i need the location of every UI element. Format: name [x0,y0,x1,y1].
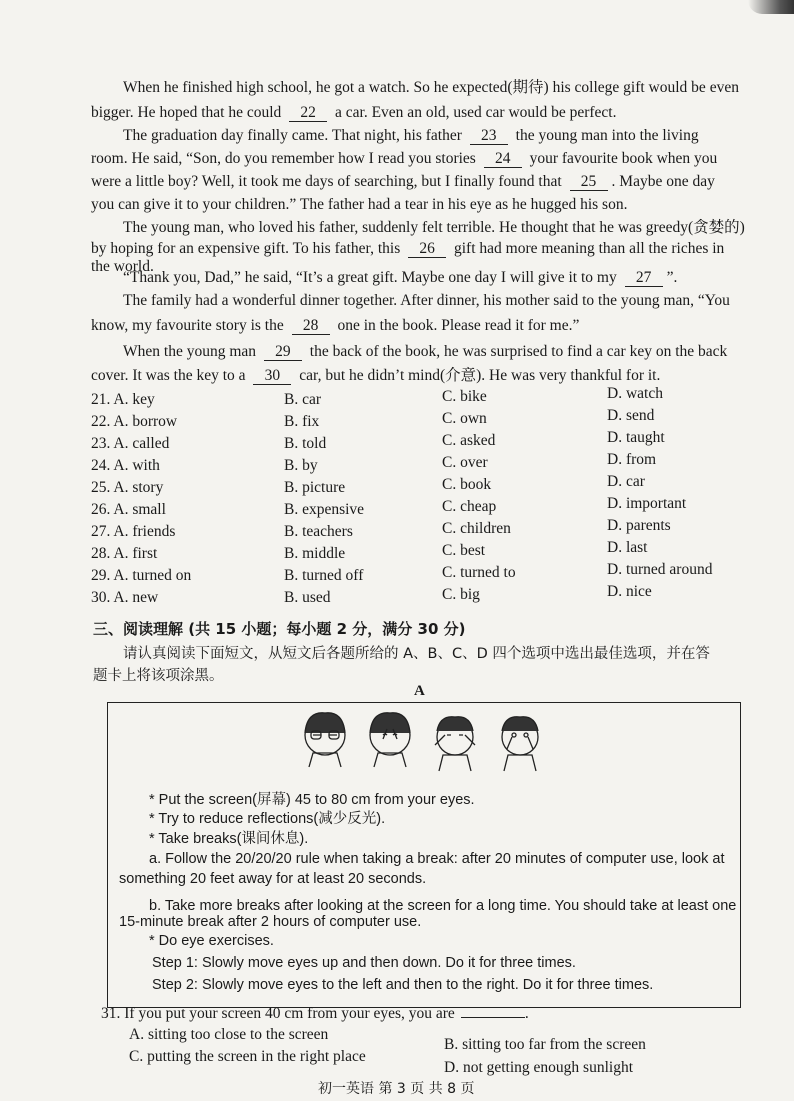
option-29-d[interactable]: D. turned around [607,561,713,578]
question-31-end: . [524,1005,529,1022]
option-21-b[interactable]: B. car [284,391,322,408]
passage-text: When he finished high school, he got a watch. So he expected(期待) his college gift would be even [123,79,739,96]
tip-rule-b-2: 15-minute break after 2 hours of computer use. [119,914,422,930]
tip-rule-a-2: something 20 feet away for at least 20 seconds. [119,871,427,887]
passage-text: one in the book. Please read it for me.” [333,317,580,334]
option-29-b[interactable]: B. turned off [284,567,364,584]
passage-text: The graduation day finally came. That night, his father [123,127,466,144]
passage-line [123,291,730,311]
option-22-c[interactable]: C. own [442,410,487,427]
passage-text: ”. [666,269,678,286]
tip-screen-distance: * Put the screen(屏幕) 45 to 80 cm from your eyes. [149,792,475,808]
girl-face-2 [370,713,410,767]
cloze-blank[interactable]: 30 [253,368,291,385]
passage-text: the young man into the living [511,127,699,144]
option-24-c[interactable]: C. over [442,454,488,471]
instruction-line-2: 题卡上将该项涂黑。 [93,668,224,684]
option-27-c[interactable]: C. children [442,520,511,537]
cloze-blank[interactable]: 28 [292,318,330,335]
passage-text: you can give it to your children.” The father had a tear in his eye as he hugged his son. [91,196,628,213]
option-30-b[interactable]: B. used [284,589,331,606]
option-30-c[interactable]: C. big [442,586,480,603]
cloze-blank[interactable]: 25 [570,174,608,191]
tip-rule-a-1: a. Follow the 20/20/20 rule when taking a break: after 20 minutes of computer use, look at [149,851,725,867]
passage-line [91,316,579,336]
option-27-d[interactable]: D. parents [607,517,671,534]
passage-line [91,103,616,123]
option-22-d[interactable]: D. send [607,407,655,424]
passage-text: car, but he didn’t mind(介意). He was very thankful for it. [295,367,661,384]
tip-step-1: Step 1: Slowly move eyes up and then down. Do it for three times. [152,955,576,971]
passage-text: When the young man [123,343,260,360]
cloze-blank[interactable]: 29 [264,344,302,361]
option-24-d[interactable]: D. from [607,451,657,468]
passage-line [91,195,627,215]
passage-text: bigger. He hoped that he could [91,104,286,121]
option-28-c[interactable]: C. best [442,542,486,559]
cloze-blank[interactable]: 24 [484,151,522,168]
option-31-c[interactable]: C. putting the screen in the right place [129,1048,366,1065]
option-23-c[interactable]: C. asked [442,432,496,449]
eye-exercise-illustration [295,705,555,780]
option-24-b[interactable]: B. by [284,457,318,474]
tip-take-breaks: * Take breaks(课间休息). [149,831,309,847]
option-30-a[interactable]: 30. A. new [91,589,159,606]
option-25-d[interactable]: D. car [607,473,645,490]
instruction-line-1: 请认真阅读下面短文，从短文后各题所给的 A、B、C、D 四个选项中选出最佳选项，并在答 [123,646,710,662]
option-31-b[interactable]: B. sitting too far from the screen [444,1036,646,1053]
passage-text: room. He said, “Son, do you remember how I read you stories [91,150,480,167]
passage-line [91,366,660,386]
passage-text: know, my favourite story is the [91,317,288,334]
option-21-a[interactable]: 21. A. key [91,391,155,408]
passage-text: The young man, who loved his father, suddenly felt terrible. He thought that he was greedy(贪婪的) [123,219,745,236]
tip-rule-b-1: b. Take more breaks after looking at the screen for a long time. You should take at least one [149,898,737,914]
passage-label: A [414,683,425,699]
answer-blank[interactable] [461,1017,525,1018]
option-26-b[interactable]: B. expensive [284,501,365,518]
option-22-b[interactable]: B. fix [284,413,320,430]
option-27-a[interactable]: 27. A. friends [91,523,176,540]
option-30-d[interactable]: D. nice [607,583,652,600]
passage-line [123,342,727,362]
passage-text: were a little boy? Well, it took me days of searching, but I finally found that [91,173,566,190]
option-26-d[interactable]: D. important [607,495,687,512]
option-23-b[interactable]: B. told [284,435,327,452]
option-21-d[interactable]: D. watch [607,385,663,402]
option-31-a[interactable]: A. sitting too close to the screen [129,1026,329,1043]
girl-face-1 [305,713,345,767]
passage-line [91,172,715,192]
option-31-d[interactable]: D. not getting enough sunlight [444,1059,634,1076]
section-title: 三、阅读理解 (共 15 小题；每小题 2 分，满分 30 分) [93,620,466,638]
option-22-a[interactable]: 22. A. borrow [91,413,178,430]
passage-line [123,78,739,98]
tip-step-2: Step 2: Slowly move eyes to the left and then to the right. Do it for three times. [152,977,654,993]
option-28-b[interactable]: B. middle [284,545,346,562]
option-28-d[interactable]: D. last [607,539,648,556]
option-23-d[interactable]: D. taught [607,429,665,446]
option-29-a[interactable]: 29. A. turned on [91,567,192,584]
option-24-a[interactable]: 24. A. with [91,457,160,474]
option-25-a[interactable]: 25. A. story [91,479,164,496]
passage-text: “Thank you, Dad,” he said, “It’s a great gift. Maybe one day I will give it to my [123,269,621,286]
tip-eye-exercises: * Do eye exercises. [149,933,274,949]
passage-line [123,126,699,146]
passage-text: The family had a wonderful dinner together. After dinner, his mother said to the young man, “You [123,292,730,309]
passage-line [123,268,677,288]
passage-text: the world. [91,258,154,275]
passage-text: a car. Even an old, used car would be perfect. [331,104,617,121]
option-23-a[interactable]: 23. A. called [91,435,170,452]
cloze-blank[interactable]: 27 [625,270,663,287]
passage-line [91,239,724,259]
boy-face-1 [435,717,475,771]
cloze-blank[interactable]: 22 [289,105,327,122]
passage-text: gift had more meaning than all the riches in [450,240,725,257]
option-21-c[interactable]: C. bike [442,388,487,405]
passage-line [123,218,745,238]
option-25-b[interactable]: B. picture [284,479,346,496]
tip-reduce-reflections: * Try to reduce reflections(减少反光). [149,811,386,827]
option-26-c[interactable]: C. cheap [442,498,497,515]
passage-text: by hoping for an expensive gift. To his father, this [91,240,405,257]
cloze-blank[interactable]: 26 [408,241,446,258]
option-25-c[interactable]: C. book [442,476,492,493]
option-26-a[interactable]: 26. A. small [91,501,166,518]
option-29-c[interactable]: C. turned to [442,564,516,581]
boy-face-2 [502,717,538,771]
scan-corner-shadow [748,0,794,14]
passage-text: your favourite book when you [525,150,718,167]
passage-line [91,149,717,169]
page-footer: 初一英语 第 3 页 共 8 页 [318,1081,475,1097]
cloze-blank[interactable]: 23 [470,128,508,145]
option-27-b[interactable]: B. teachers [284,523,353,540]
option-28-a[interactable]: 28. A. first [91,545,158,562]
question-31-text: 31. If you put your screen 40 cm from your eyes, you are [101,1005,455,1022]
question-31-stem [101,1005,529,1023]
passage-text: cover. It was the key to a [91,367,250,384]
passage-text: the back of the book, he was surprised to find a car key on the back [305,343,728,360]
passage-text: . Maybe one day [611,173,715,190]
